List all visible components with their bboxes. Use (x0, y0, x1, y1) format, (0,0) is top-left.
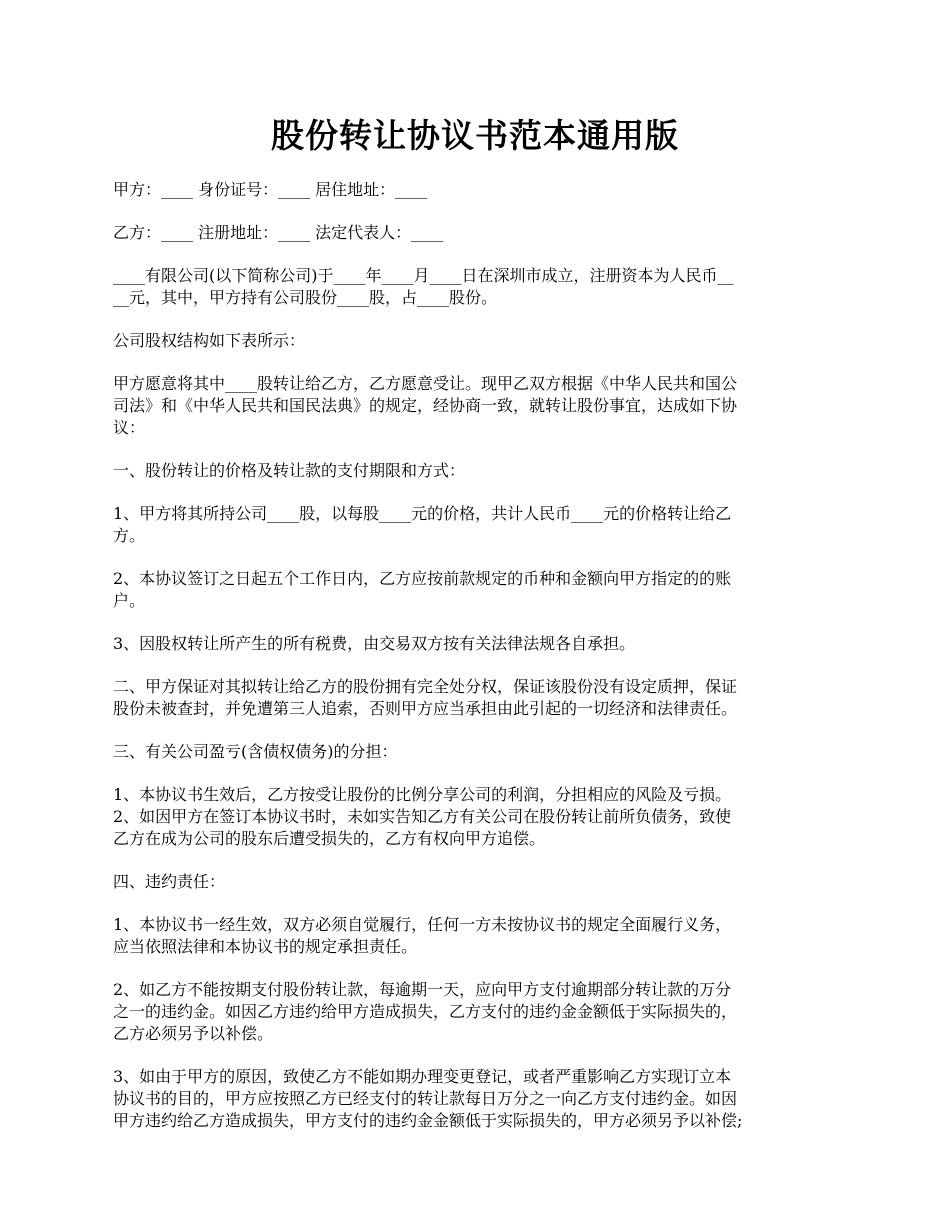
paragraph (113, 373, 845, 439)
text-line: 公司股权结构如下表所示： (113, 331, 306, 350)
text-line: 乙方必须另予以补偿。 (113, 1024, 274, 1043)
paragraph (113, 979, 845, 1045)
text-line: 议： (113, 418, 146, 437)
text-line: 2、本协议签订之日起五个工作日内，乙方应按前款规定的币种和金额向甲方指定的的账 (113, 569, 732, 588)
text-line: 3、如由于甲方的原因，致使乙方不能如期办理变更登记，或者严重影响乙方实现订立本 (113, 1067, 732, 1086)
text-line: 1、本协议书一经生效，双方必须自觉履行，任何一方未按协议书的规定全面履行义务， (113, 915, 732, 934)
paragraph (113, 330, 845, 352)
text-line: 2、如乙方不能按期支付股份转让款，每逾期一天，应向甲方支付逾期部分转让款的万分 (113, 980, 732, 999)
text-line: __元，其中，甲方持有公司股份____股，占____股份。 (113, 288, 498, 307)
paragraph (113, 503, 845, 547)
paragraph (113, 633, 845, 655)
document-body (113, 179, 845, 1153)
paragraph (113, 914, 845, 958)
text-line: 1、甲方将其所持公司____股，以每股____元的价格，共计人民币____元的价格转让给乙 (113, 504, 732, 523)
document-title: 股份转让协议书范本通用版 (271, 116, 679, 155)
paragraph (113, 1066, 845, 1132)
paragraph (113, 676, 845, 720)
paragraph (113, 568, 845, 612)
text-line: 三、有关公司盈亏(含债权债务)的分担： (113, 742, 398, 761)
paragraph (113, 179, 845, 201)
text-line: ____有限公司(以下简称公司)于____年____月____日在深圳市成立，注册资本为人民币__ (113, 266, 734, 285)
paragraph (113, 871, 845, 893)
paragraph (113, 741, 845, 763)
text-line: 甲方违约给乙方造成损失，甲方支付的违约金金额低于实际损失的，甲方必须另予以补偿; (113, 1111, 743, 1130)
text-line: 应当依照法律和本协议书的规定承担责任。 (113, 937, 418, 956)
text-line: 户。 (113, 591, 146, 610)
paragraph (113, 460, 845, 482)
text-line: 乙方：____ 注册地址：____ 法定代表人：____ (113, 223, 444, 242)
text-line: 股份未被查封，并免遭第三人追索，否则甲方应当承担由此引起的一切经济和法律责任。 (113, 699, 738, 718)
text-line: 四、违约责任： (113, 872, 226, 891)
text-line: 方。 (113, 526, 146, 545)
text-line: 协议书的目的，甲方应按照乙方已经支付的转让款每日万分之一向乙方支付违约金。如因 (113, 1089, 738, 1108)
text-line: 1、本协议书生效后，乙方按受让股份的比例分享公司的利润，分担相应的风险及亏损。 (113, 785, 732, 804)
paragraph (113, 784, 845, 850)
text-line: 司法》和《中华人民共和国民法典》的规定，经协商一致，就转让股份事宜，达成如下协 (113, 396, 738, 415)
text-line: 乙方在成为公司的股东后遭受损失的，乙方有权向甲方追偿。 (113, 829, 546, 848)
text-line: 一、股份转让的价格及转让款的支付期限和方式： (113, 461, 466, 480)
text-line: 甲方愿意将其中____股转让给乙方，乙方愿意受让。现甲乙双方根据《中华人民共和国公 (113, 374, 738, 393)
text-line: 之一的违约金。如因乙方违约给甲方造成损失，乙方支付的违约金金额低于实际损失的， (113, 1002, 738, 1021)
text-line: 3、因股权转让所产生的所有税费，由交易双方按有关法律法规各自承担。 (113, 634, 636, 653)
text-line: 2、如因甲方在签订本协议书时，未如实告知乙方有关公司在股份转让前所负债务，致使 (113, 807, 732, 826)
paragraph (113, 222, 845, 244)
paragraph (113, 265, 845, 309)
text-line: 二、甲方保证对其拟转让给乙方的股份拥有完全处分权，保证该股份没有设定质押，保证 (113, 677, 738, 696)
text-line: 甲方：____ 身份证号：____ 居住地址：____ (113, 180, 428, 199)
